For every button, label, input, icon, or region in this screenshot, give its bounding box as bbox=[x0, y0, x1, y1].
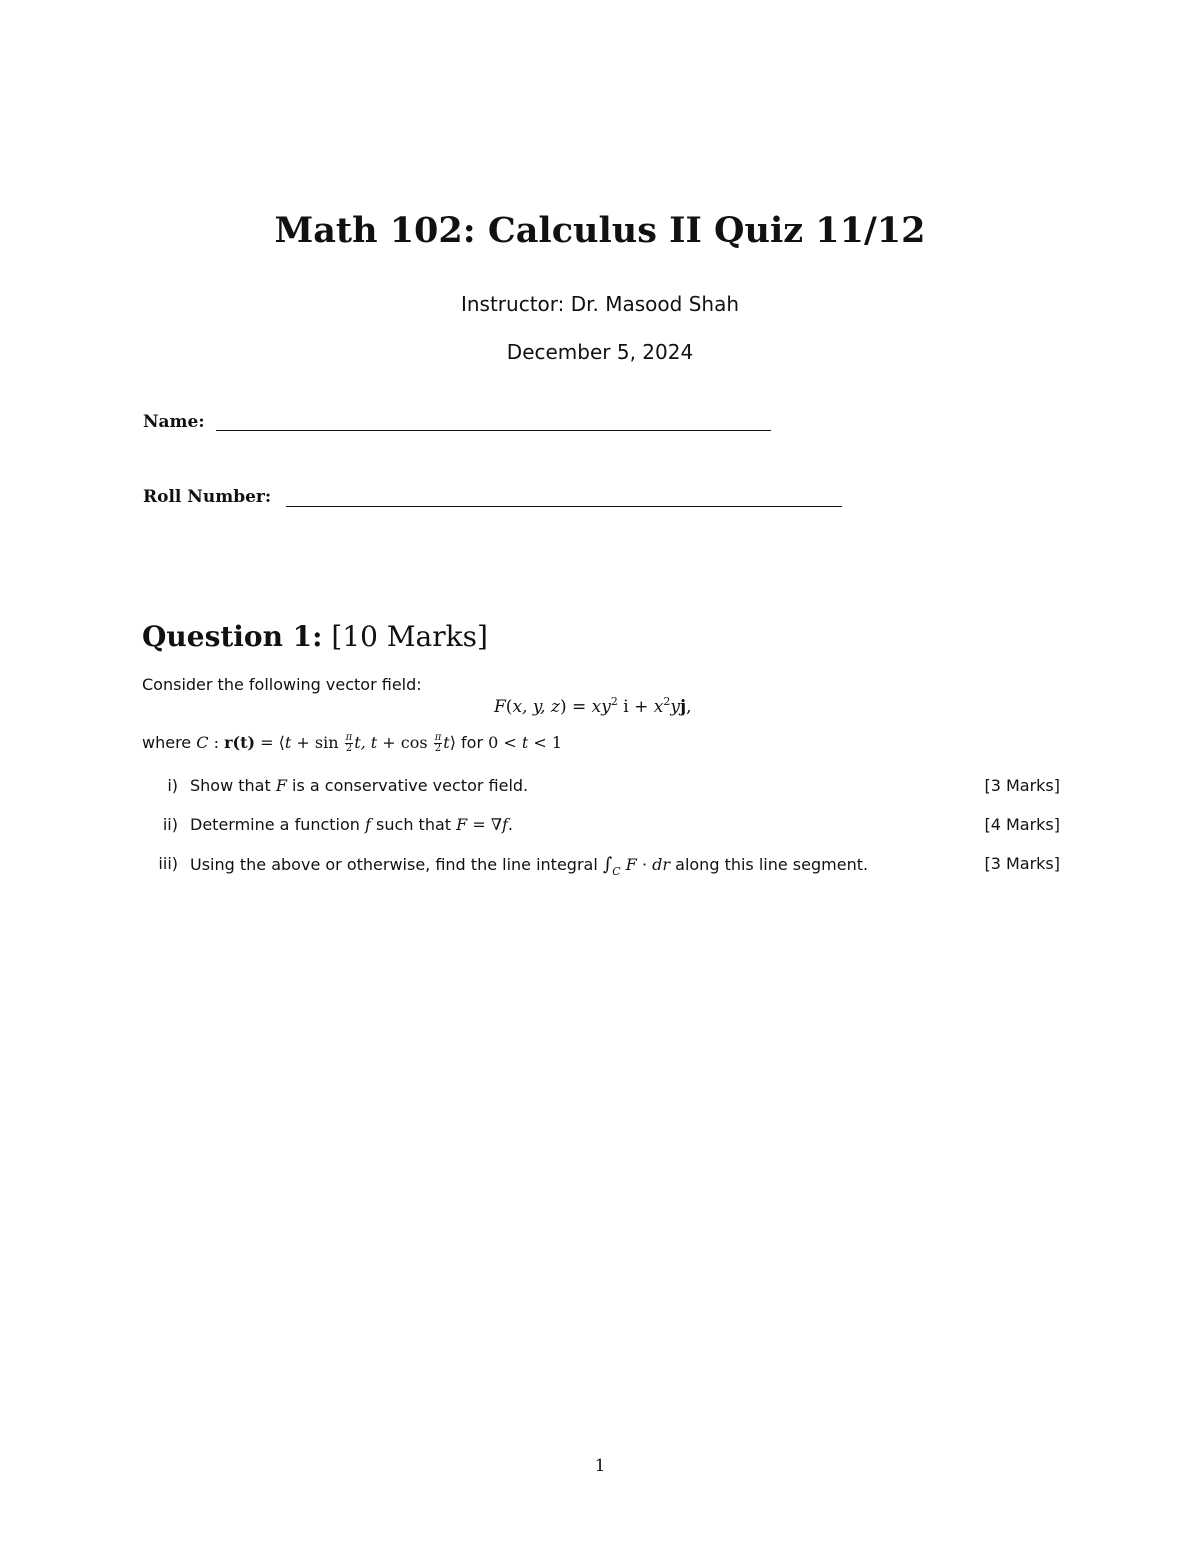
question-item-2: Determine a function f such that F = ∇f. bbox=[190, 815, 514, 834]
date-line: December 5, 2024 bbox=[506, 340, 694, 364]
page-title: Math 102: Calculus II Quiz 11/12 bbox=[274, 210, 926, 251]
name-field[interactable] bbox=[216, 430, 771, 431]
item-text: such that bbox=[376, 815, 452, 834]
instructor-line: Instructor: Dr. Masood Shah bbox=[460, 292, 740, 316]
page-number: 1 bbox=[594, 1456, 606, 1476]
item-number: iii) bbox=[158, 854, 178, 873]
curve-definition: where C : r(t) = ⟨t + sin $\frac{\pi}{2}$ t, t + cos $\frac{\pi}{2}$ t⟩ for 0 < t < 1 bbox=[142, 732, 563, 754]
name-label: Name: bbox=[143, 412, 205, 432]
question-item-3: Using the above or otherwise, find the line integral $\int_C$ F · dr along this line segment. bbox=[190, 854, 869, 878]
for-label: for bbox=[461, 733, 484, 752]
item-number: ii) bbox=[162, 815, 178, 834]
roll-number-label: Roll Number: bbox=[143, 487, 272, 507]
item-marks: [4 Marks] bbox=[984, 815, 1060, 834]
item-text: Show that bbox=[190, 776, 271, 795]
question-marks: [10 Marks] bbox=[331, 620, 488, 653]
item-marks: [3 Marks] bbox=[984, 776, 1060, 795]
item-text: Determine a function bbox=[190, 815, 360, 834]
item-marks: [3 Marks] bbox=[984, 854, 1060, 873]
question-number: Question 1: bbox=[142, 620, 323, 653]
vector-field-equation: F(x, y, $z) = xy^2$ $i + x^2yj$, bbox=[494, 695, 692, 717]
question-item-1: Show that F is a conservative vector field. bbox=[190, 776, 529, 795]
roll-number-field[interactable] bbox=[286, 506, 842, 507]
item-text: Using the above or otherwise, find the line integral bbox=[190, 855, 598, 874]
item-number: i) bbox=[167, 776, 178, 795]
where-label: where bbox=[142, 733, 192, 752]
item-text: is a conservative vector field. bbox=[292, 776, 529, 795]
question-heading bbox=[142, 620, 488, 653]
item-text: along this line segment. bbox=[675, 855, 869, 874]
question-intro: Consider the following vector field: bbox=[142, 675, 422, 694]
